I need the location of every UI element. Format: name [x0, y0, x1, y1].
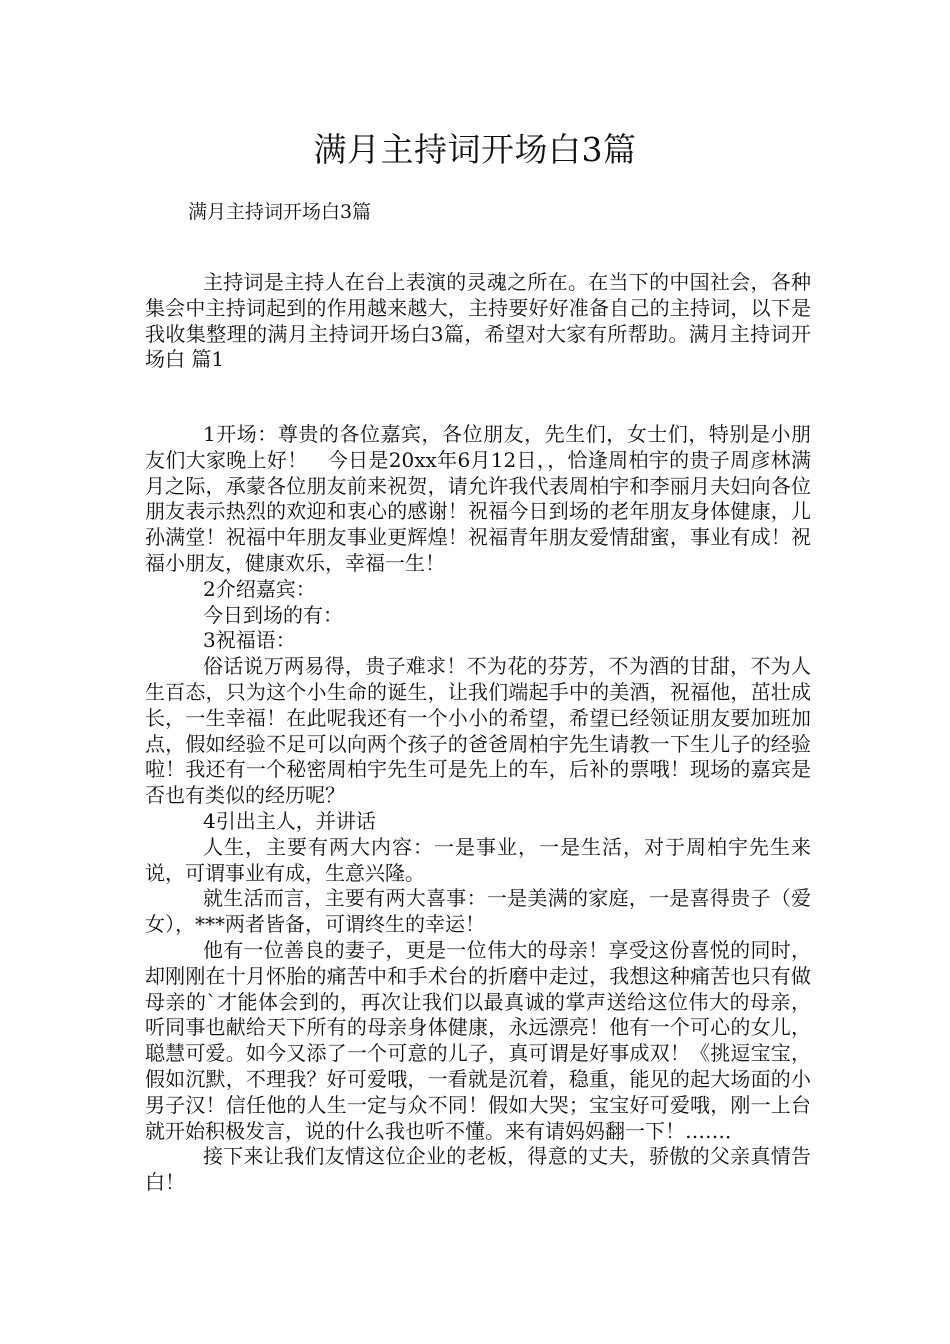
paragraph-life: 就生活而言，主要有两大喜事：一是美满的家庭，一是喜得贵子（爱女），***两者皆备，可谓终生的幸运！: [145, 886, 811, 937]
paragraph-blessing-heading: 3祝福语：: [203, 628, 296, 653]
paragraph-opening: 1开场：尊贵的各位嘉宾，各位朋友，先生们，女士们，特别是小朋友们大家晚上好！ 今日是20xx年6月12日，，恰逢周柏宇的贵子周彦林满月之际，承蒙各位朋友前来祝贺，请允许我代表周柏宇和李丽月夫妇向各位朋友表示热烈的欢迎和衷心的感谢！祝福今日到场的老年朋友身体健康，儿孙满堂！祝福中年朋友事业更辉煌！祝福青年朋友爱情甜蜜，事业有成！祝福小朋友，健康欢乐，幸福一生！: [145, 422, 811, 575]
intro-section: [145, 270, 811, 373]
paragraph-host-heading: 4引出主人，并讲话: [203, 808, 376, 833]
main-section: [145, 422, 811, 1196]
paragraph-blessing: 俗话说万两易得，贵子难求！不为花的芬芳，不为酒的甘甜，不为人生百态，只为这个小生命的诞生，让我们端起手中的美酒，祝福他，茁壮成长，一生幸福！在此呢我还有一个小小的希望，希望已经领证朋友要加班加点，假如经验不足可以向两个孩子的爸爸周柏宇先生请教一下生儿子的经验啦！我还有一个秘密周柏宇先生可是先上的车，后补的票哦！现场的嘉宾是否也有类似的经历呢？: [145, 654, 811, 808]
paragraph-guests-heading: 2介绍嘉宾：: [203, 576, 316, 601]
document-title: 满月主持词开场白3篇: [313, 130, 637, 169]
paragraph-mother: 他有一位善良的妻子，更是一位伟大的母亲！享受这份喜悦的同时，却刚刚在十月怀胎的痛苦中和手术台的折磨中走过，我想这种痛苦也只有做母亲的`才能体会到的，再次让我们以最真诚的掌声送给这位伟大的母亲，听同事也献给天下所有的母亲身体健康，永远漂亮！他有一个可心的女儿，聪慧可爱。如今又添了一个可意的儿子，真可谓是好事成双！《挑逗宝宝，假如沉默，不理我？好可爱哦，一看就是沉着，稳重，能见的起大场面的小男子汉！信任他的人生一定与众不同！假如大哭；宝宝好可爱哦，刚一上台就开始积极发言，说的什么我也听不懂。来有请妈妈翻一下！……．: [145, 937, 811, 1143]
paragraph-closing: 接下来让我们友情这位企业的老板，得意的丈夫，骄傲的父亲真情告白！: [145, 1144, 811, 1195]
intro-paragraph: 主持词是主持人在台上表演的灵魂之所在。在当下的中国社会，各种集会中主持词起到的作用越来越大，主持要好好准备自己的主持词，以下是我收集整理的满月主持词开场白3篇，希望对大家有所帮助。满月主持词开场白 篇1: [145, 270, 811, 372]
document-subtitle: 满月主持词开场白3篇: [188, 201, 372, 223]
paragraph-guests-list: 今日到场的有：: [203, 602, 343, 627]
paragraph-career: 人生，主要有两大内容：一是事业，一是生活，对于周柏宇先生来说，可谓事业有成，生意兴隆。: [145, 834, 811, 885]
